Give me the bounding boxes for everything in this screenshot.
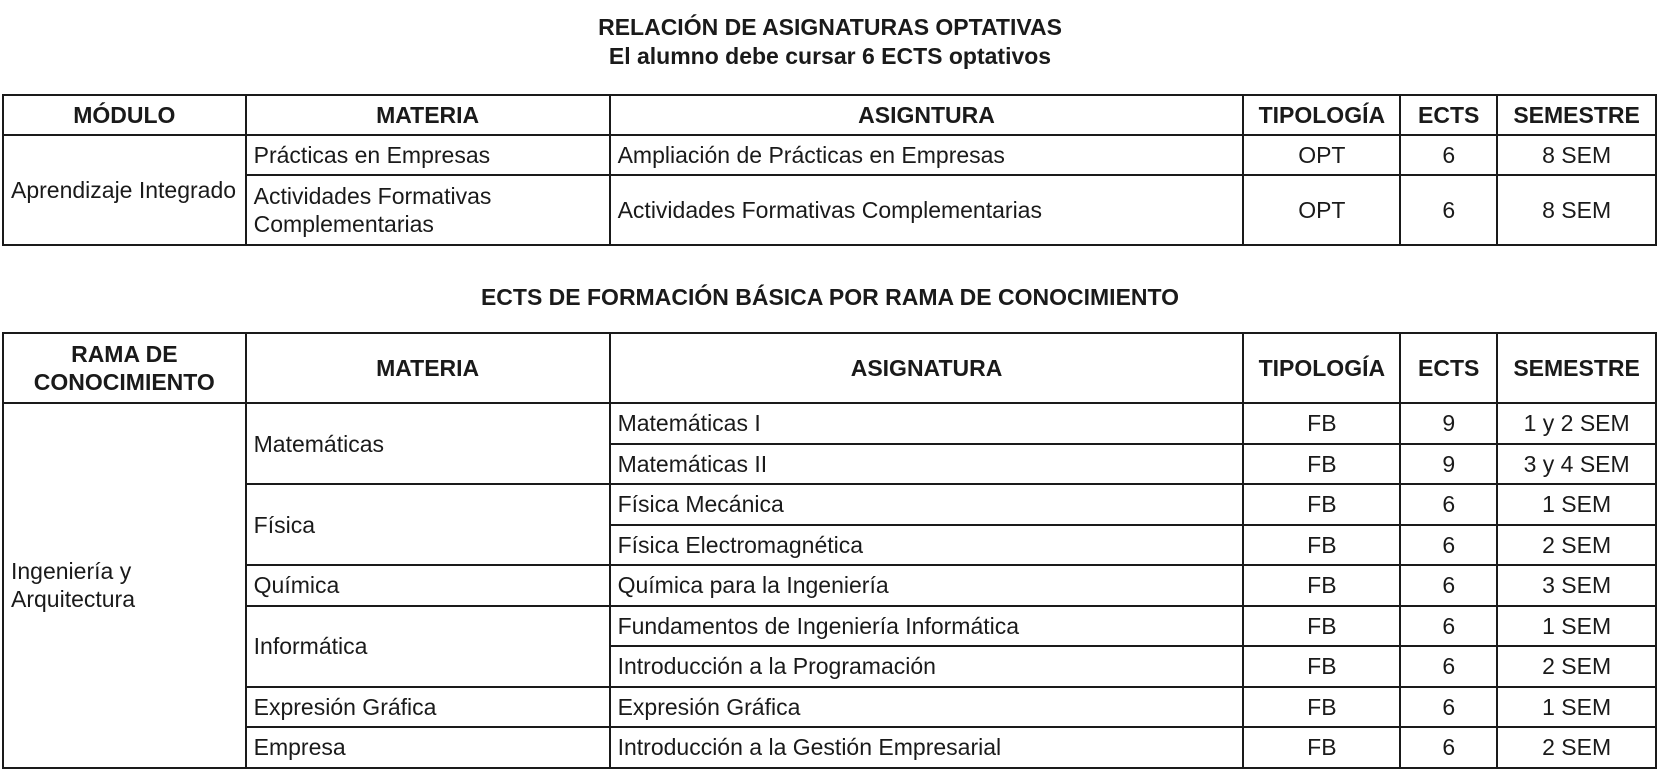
- table-row: [3, 403, 1656, 444]
- asignatura-cell: Matemáticas II: [610, 444, 1244, 485]
- table-row: [3, 135, 1656, 175]
- asignatura-cell: Física Mecánica: [610, 484, 1244, 525]
- basica-title: ECTS DE FORMACIÓN BÁSICA POR RAMA DE CONOCIMIENTO: [480, 284, 1180, 310]
- materia-cell: Prácticas en Empresas: [246, 135, 610, 175]
- header-tipologia: TIPOLOGÍA: [1243, 95, 1400, 135]
- ects-cell: 9: [1400, 444, 1497, 485]
- asignatura-cell: Física Electromagnética: [610, 525, 1244, 566]
- table-header-row: [3, 333, 1656, 403]
- optativas-title: RELACIÓN DE ASIGNATURAS OPTATIVAS: [598, 14, 1062, 40]
- ects-cell: 6: [1400, 687, 1497, 728]
- ects-cell: 6: [1400, 646, 1497, 687]
- table-row: [3, 565, 1656, 606]
- materia-cell: Empresa: [246, 727, 610, 768]
- ects-cell: 6: [1400, 565, 1497, 606]
- header-materia: MATERIA: [246, 333, 610, 403]
- header-semestre: SEMESTRE: [1497, 333, 1656, 403]
- semestre-cell: 8 SEM: [1497, 135, 1656, 175]
- ects-cell: 6: [1400, 727, 1497, 768]
- asignatura-cell: Ampliación de Prácticas en Empresas: [610, 135, 1244, 175]
- tipologia-cell: FB: [1243, 727, 1400, 768]
- table-header-row: [3, 95, 1656, 135]
- basica-table: [2, 332, 1657, 769]
- optativas-heading: [0, 13, 1660, 71]
- tipologia-cell: FB: [1243, 606, 1400, 647]
- ects-cell: 6: [1400, 525, 1497, 566]
- tipologia-cell: FB: [1243, 484, 1400, 525]
- optativas-table: [2, 94, 1657, 246]
- tipologia-cell: OPT: [1243, 175, 1400, 245]
- tipologia-cell: FB: [1243, 525, 1400, 566]
- asignatura-cell: Introducción a la Programación: [610, 646, 1244, 687]
- rama-cell: Ingeniería y Arquitectura: [3, 403, 246, 768]
- materia-cell: Química: [246, 565, 610, 606]
- semestre-cell: 1 SEM: [1497, 687, 1656, 728]
- semestre-cell: 1 y 2 SEM: [1497, 403, 1656, 444]
- asignatura-cell: Expresión Gráfica: [610, 687, 1244, 728]
- table-row: [3, 175, 1656, 245]
- table-row: [3, 727, 1656, 768]
- materia-cell: Expresión Gráfica: [246, 687, 610, 728]
- header-ects: ECTS: [1400, 95, 1497, 135]
- ects-cell: 6: [1400, 484, 1497, 525]
- table-row: [3, 606, 1656, 647]
- header-ects: ECTS: [1400, 333, 1497, 403]
- ects-cell: 6: [1400, 175, 1497, 245]
- semestre-cell: 1 SEM: [1497, 484, 1656, 525]
- semestre-cell: 3 SEM: [1497, 565, 1656, 606]
- header-rama: RAMA DE CONOCIMIENTO: [3, 333, 246, 403]
- asignatura-cell: Química para la Ingeniería: [610, 565, 1244, 606]
- optativas-subtitle: El alumno debe cursar 6 ECTS optativos: [608, 43, 1052, 69]
- table-row: [3, 687, 1656, 728]
- ects-cell: 9: [1400, 403, 1497, 444]
- asignatura-cell: Introducción a la Gestión Empresarial: [610, 727, 1244, 768]
- semestre-cell: 2 SEM: [1497, 646, 1656, 687]
- asignatura-cell: Fundamentos de Ingeniería Informática: [610, 606, 1244, 647]
- materia-cell: Matemáticas: [246, 403, 610, 484]
- materia-cell: Informática: [246, 606, 610, 687]
- semestre-cell: 2 SEM: [1497, 727, 1656, 768]
- asignatura-cell: Matemáticas I: [610, 403, 1244, 444]
- tipologia-cell: FB: [1243, 687, 1400, 728]
- tipologia-cell: FB: [1243, 565, 1400, 606]
- header-tipologia: TIPOLOGÍA: [1243, 333, 1400, 403]
- tipologia-cell: FB: [1243, 403, 1400, 444]
- tipologia-cell: OPT: [1243, 135, 1400, 175]
- header-materia: MATERIA: [246, 95, 610, 135]
- modulo-cell: Aprendizaje Integrado: [3, 135, 246, 245]
- tipologia-cell: FB: [1243, 646, 1400, 687]
- semestre-cell: 1 SEM: [1497, 606, 1656, 647]
- header-semestre: SEMESTRE: [1497, 95, 1656, 135]
- semestre-cell: 8 SEM: [1497, 175, 1656, 245]
- header-asignatura: ASIGNTURA: [610, 95, 1244, 135]
- materia-cell: Actividades Formativas Complementarias: [246, 175, 610, 245]
- ects-cell: 6: [1400, 606, 1497, 647]
- header-modulo: MÓDULO: [3, 95, 246, 135]
- semestre-cell: 3 y 4 SEM: [1497, 444, 1656, 485]
- table-row: [3, 484, 1656, 525]
- materia-cell: Física: [246, 484, 610, 565]
- header-asignatura: ASIGNATURA: [610, 333, 1244, 403]
- tipologia-cell: FB: [1243, 444, 1400, 485]
- ects-cell: 6: [1400, 135, 1497, 175]
- asignatura-cell: Actividades Formativas Complementarias: [610, 175, 1244, 245]
- semestre-cell: 2 SEM: [1497, 525, 1656, 566]
